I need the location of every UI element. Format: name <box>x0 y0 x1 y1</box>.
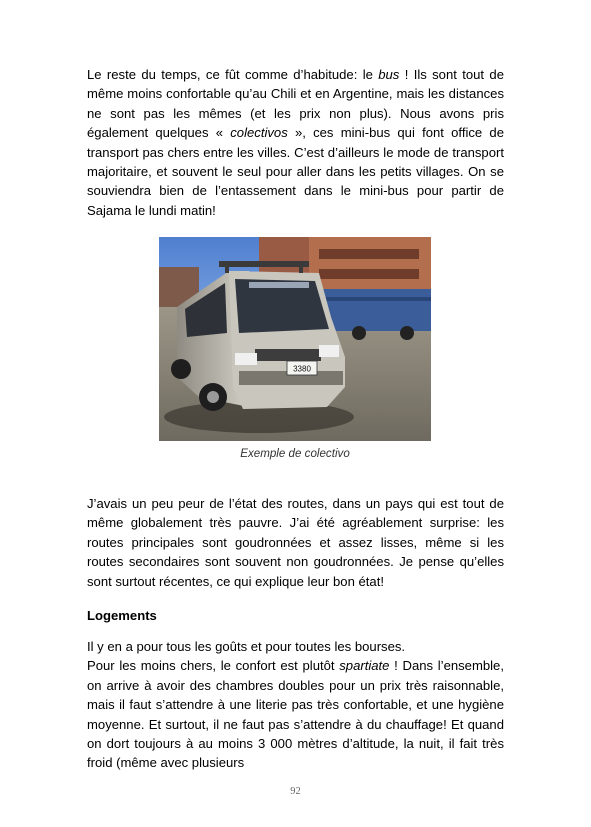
italic-term-colectivos: colectivos <box>230 125 288 141</box>
building-window-row <box>319 249 419 259</box>
paragraph-logements <box>87 637 504 773</box>
truck-wheel <box>400 326 414 340</box>
section-heading-logements: Logements <box>87 608 157 623</box>
headlight <box>319 345 339 357</box>
van-wheel <box>171 359 191 379</box>
colectivo-photo <box>159 237 431 441</box>
truck-stripe <box>309 297 431 301</box>
text-run: Le reste du temps, ce fût comme d’habitude: le <box>87 67 379 82</box>
van-grille <box>255 349 321 361</box>
windshield-banner <box>249 282 309 288</box>
page-number: 92 <box>290 786 301 797</box>
truck-wheel <box>352 326 366 340</box>
text-run: », ces mini-bus qui font office de transport pas chers entre les villes. C’est d’ailleurs le mode de transport majoritaire, et souvent le seul pour aller dans les petits villages. On se souviendra bien de l’entassement dans le mini-bus pour partir de Sajama le lundi matin! <box>87 125 504 218</box>
italic-term-spartiate: spartiate <box>339 658 390 674</box>
roof-rack <box>219 261 309 267</box>
text-run: Pour les moins chers, le confort est plutôt <box>87 658 340 674</box>
italic-term-bus: bus <box>378 67 400 82</box>
van-hubcap <box>207 391 219 403</box>
paragraph-transport-bus <box>87 65 504 220</box>
paragraph-roads: J’avais un peu peur de l’état des routes, dans un pays qui est tout de même globalement très pauvre. J’ai été agréablement surprise: les routes principales sont goudronnées et assez lisses, même si les routes secondaires sont souvent non goudronnées. Je pense qu’elles sont surtout récentes, ce qui explique leur bon état! <box>87 496 504 589</box>
headlight <box>235 353 257 365</box>
text-run: Il y en a pour tous les goûts et pour toutes les bourses. <box>87 639 406 654</box>
building <box>309 237 431 289</box>
license-plate-text: 3380 <box>293 364 311 374</box>
roof-rack-bar <box>225 265 229 273</box>
figure-caption: Exemple de colectivo <box>240 447 350 460</box>
roof-rack-bar <box>299 265 303 273</box>
text-run: ! Dans l’ensemble, on arrive à avoir des chambres doubles pour un prix très raisonnable, mais il faut s’attendre à une literie pas très confortable, et une hygiène moyenne. Et surtout, il ne faut pas s’attendre à du chauffage! Et quand on dort toujours à au moins 3 000 mètres d’altitude, la nuit, il fait très froid (même avec plusieurs <box>87 658 504 771</box>
building-window-row <box>319 269 419 279</box>
text-run: ! Ils sont tout de même moins confortable qu’au Chili et en Argentine, mais les distances ne sont pas les mêmes (et les prix non plus). Nous avons pris également quelques « <box>87 67 504 141</box>
